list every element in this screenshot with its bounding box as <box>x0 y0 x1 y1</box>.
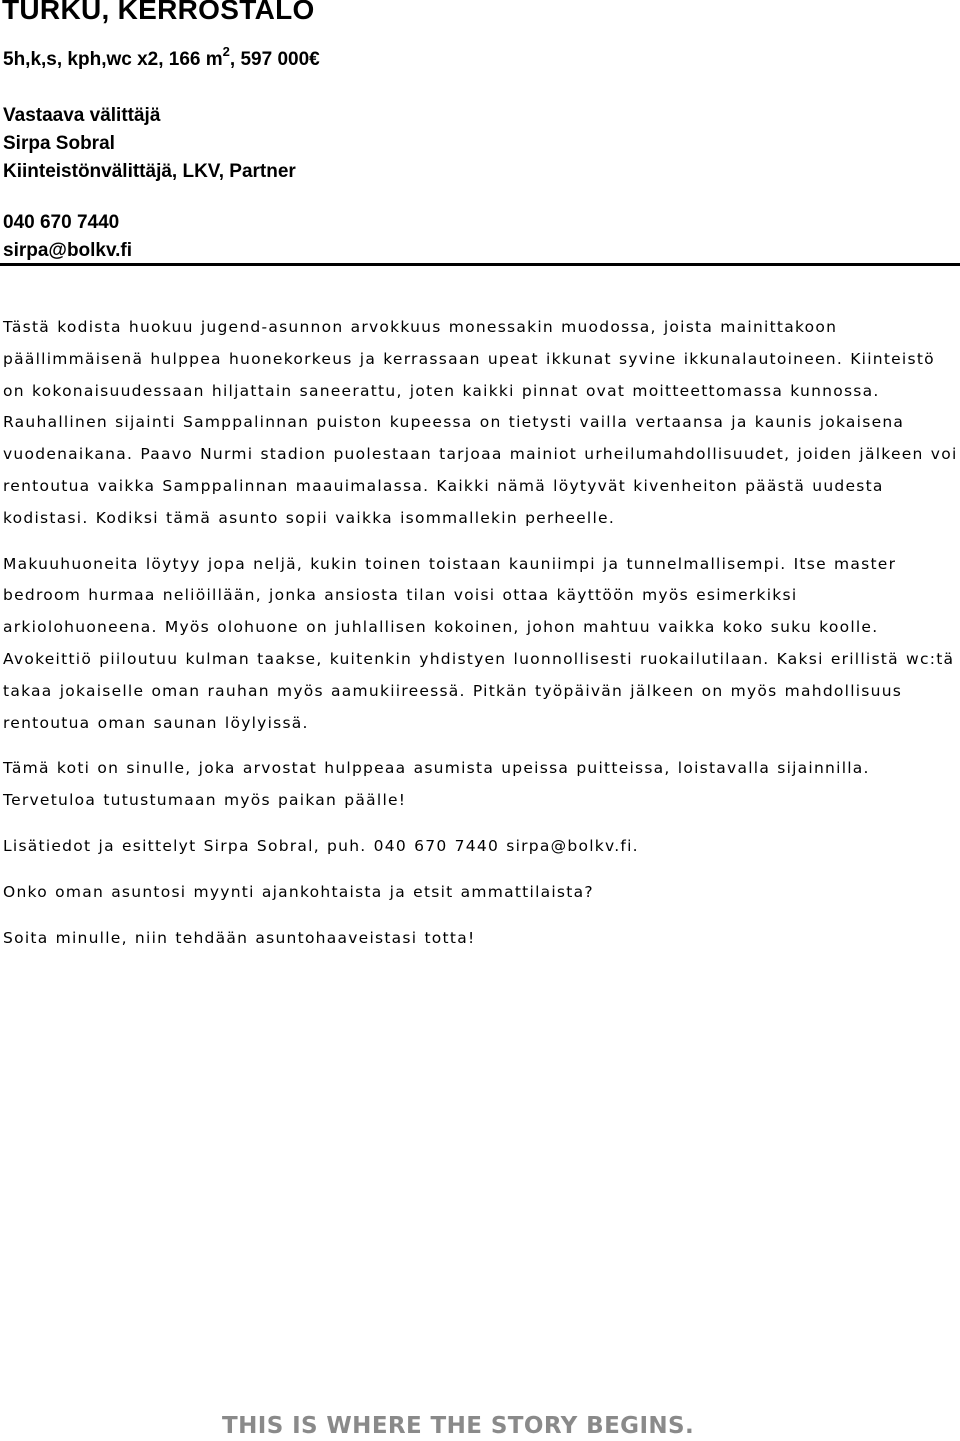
description-paragraph: Soita minulle, niin tehdään asuntohaaveistasi totta! <box>3 928 476 947</box>
summary-price: , 597 000€ <box>229 49 320 70</box>
agent-heading: Vastaava välittäjä <box>3 105 161 126</box>
listing-title: TURKU, KERROSTALO <box>2 0 315 25</box>
agent-role: Kiinteistönvälittäjä, LKV, Partner <box>3 161 296 182</box>
agent-name: Sirpa Sobral <box>3 133 115 154</box>
listing-summary <box>3 44 320 73</box>
agent-phone: 040 670 7440 <box>3 212 120 233</box>
agent-email: sirpa@bolkv.fi <box>3 240 133 261</box>
summary-rooms-area: 5h,k,s, kph,wc x2, 166 m <box>3 49 223 70</box>
description-paragraph: Tästä kodista huokuu jugend-asunnon arvokkuus monessakin muodossa, joista mainittakoon päällimmäisenä hulppea huonekorkeus ja kerrassaan upeat ikkunat syvine ikkunalautoineen. Kiinteistö on kokonaisuudessaan hiljattain saneerattu, joten kaikki pinnat ovat moitteettomassa kunnossa. Rauhallinen sijainti Samppalinnan puiston kupeessa on tietysti vailla vertaansa ja kaunis jokaisena vuodenaikana. Paavo Nurmi stadion puolestaan tarjoaa mainiot urheilumahdollisuudet, joiden jälkeen voi rentoutua vaikka Samppalinnan maauimalassa. Kaikki nämä löytyvät kivenheiton päästä uudesta kodistasi. Kodiksi tämä asunto sopii vaikka isommallekin perheelle. <box>3 318 958 527</box>
description-paragraph: Onko oman asuntosi myynti ajankohtaista ja etsit ammattilaista? <box>3 882 594 901</box>
listing-description <box>3 312 958 968</box>
description-paragraph: Makuuhuoneita löytyy jopa neljä, kukin toinen toistaan kauniimpi ja tunnelmallisempi. Itse master bedroom hurmaa neliöillään, jonka ansiosta tilan voisi ottaa käyttöön myös esimerkiksi arkiolohuoneena. Myös olohuone on juhlallisen kokoinen, johon mahtuu vaikka koko suku koolle. Avokeittiö piiloutuu kulman taakse, kuitenkin yhdistyen luonnollisesti ruokailutilaan. Kaksi erillistä wc:tä takaa jokaiselle oman rauhan myös aamukiireessä. Pitkän työpäivän jälkeen on myös mahdollisuus rentoutua oman saunan löylyissä. <box>3 554 955 732</box>
footer-tagline: THIS IS WHERE THE STORY BEGINS. <box>222 1413 695 1439</box>
area-unit-superscript: 2 <box>222 44 230 59</box>
description-paragraph: Tämä koti on sinulle, joka arvostat hulppeaa asumista upeissa puitteissa, loistavalla sijainnilla. Tervetuloa tutustumaan myös paikan päälle! <box>3 759 870 810</box>
header-divider <box>0 263 960 266</box>
description-paragraph: Lisätiedot ja esittelyt Sirpa Sobral, puh. 040 670 7440 sirpa@bolkv.fi. <box>3 836 639 855</box>
